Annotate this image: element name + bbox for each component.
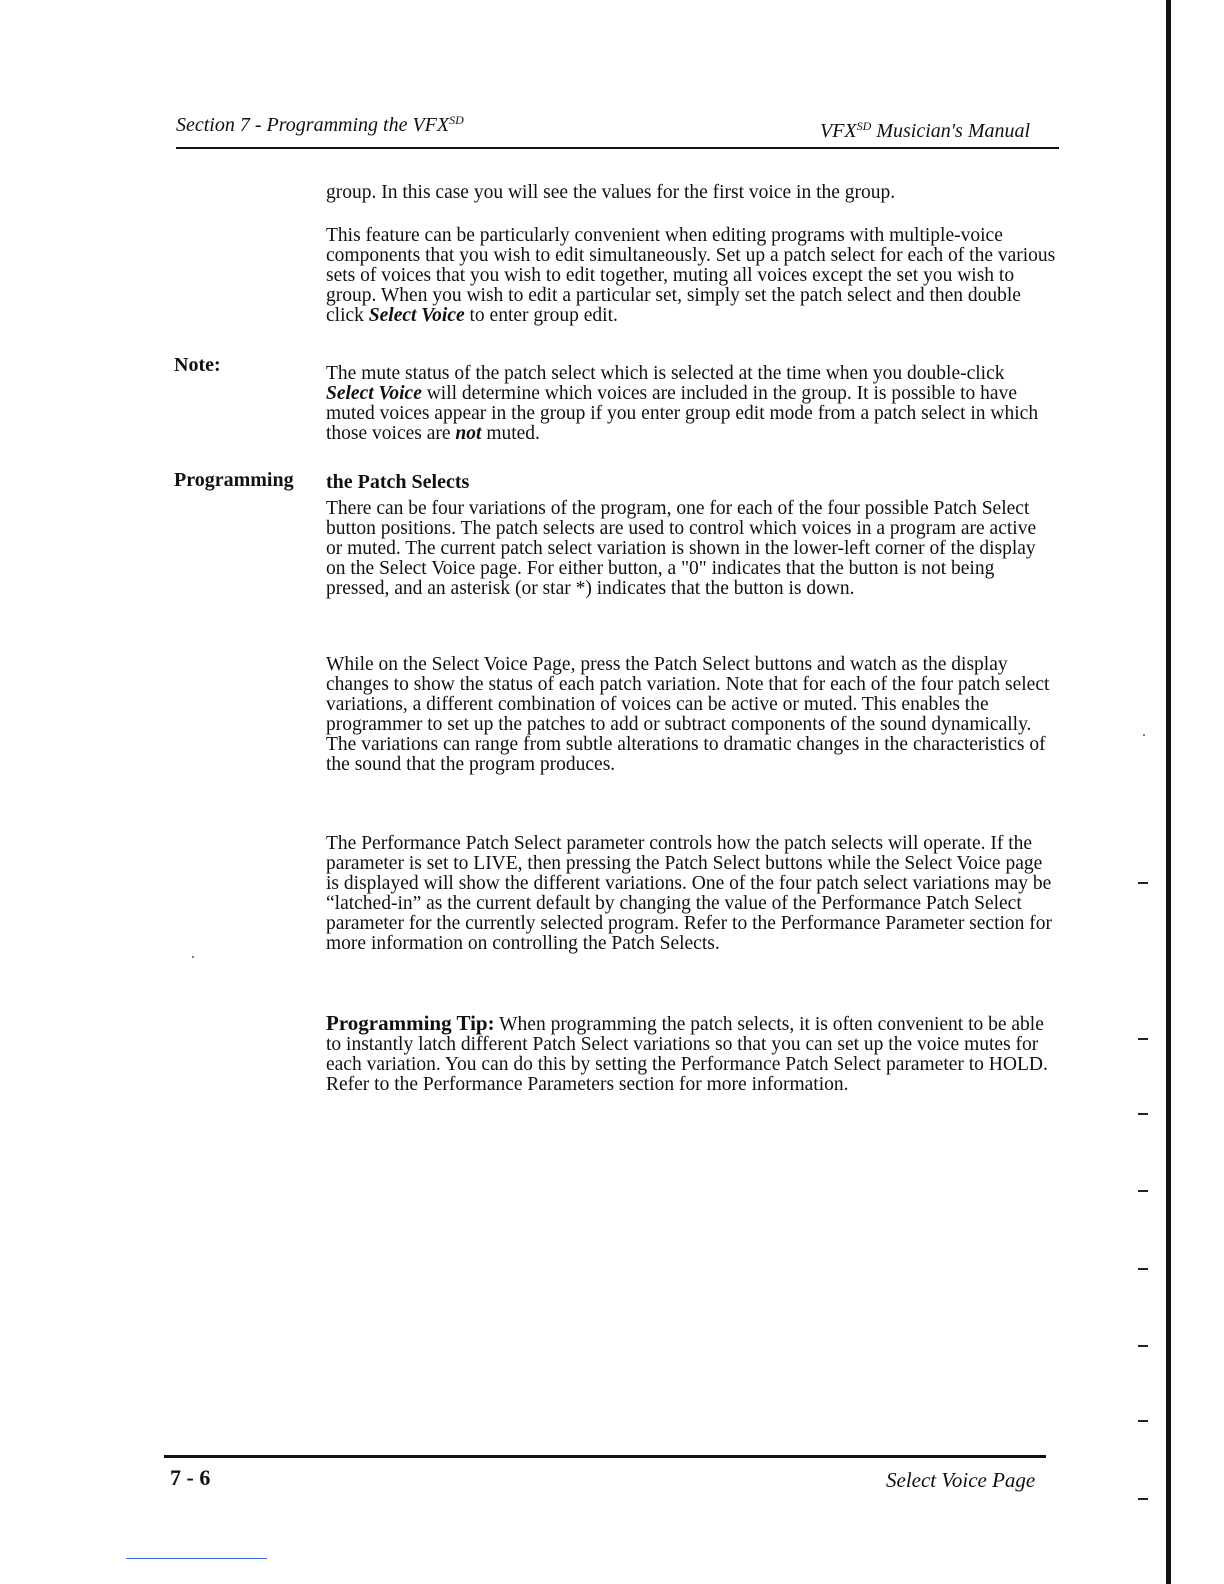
margin-tick — [1138, 882, 1148, 884]
margin-tick — [1138, 1038, 1148, 1040]
margin-tick — [1138, 1498, 1148, 1500]
section-label-programming: Programming — [174, 469, 294, 491]
paragraph-programming-tip: Programming Tip: When programming the patch selects, it is often convenient to be able to instantly latch different Patch Select variations so that you can set up the voice mutes for each variation. You can do this by setting the Performance Patch Select parameter to HOLD. Refer to the Performance Parameters section for more information. — [326, 1011, 1048, 1095]
paragraph-select-voice-page: While on the Select Voice Page, press the Patch Select buttons and watch as the display changes to show the status of each patch variation. Note that for each of the four patch select variations, a different combination of voices can be active or muted. This enables the programmer to set up the patches to add or subtract components of the sound dynamically. The variations can range from subtle alterations to dramatic changes in the characteristics of the sound that the program produces. — [326, 654, 1050, 775]
paragraph-four-variations: There can be four variations of the program, one for each of the four possible Patch Select button positions. The patch selects are used to control which voices in a program are active or muted. The current patch select variation is shown in the lower-left corner of the display on the Select Voice page. For either button, a "0" indicates that the button is not being pressed, and an asterisk (or star *) indicates that the button is down. — [326, 498, 1037, 599]
paragraph-note-mute-status: The mute status of the patch select which is selected at the time when you double-click Select Voice will determine which voices are included in the group. It is possible to have muted voices appear in the group if you enter group edit mode from a patch select in which those voices are not muted. — [326, 363, 1039, 444]
paragraph-group-values: group. In this case you will see the values for the first voice in the group. — [326, 182, 896, 203]
margin-tick — [1138, 1420, 1148, 1422]
scan-blue-line — [126, 1558, 267, 1559]
section-title-patch-selects: the Patch Selects — [326, 471, 470, 493]
scan-speck — [1143, 734, 1145, 736]
margin-tick — [1138, 1345, 1148, 1347]
margin-tick — [1138, 1113, 1148, 1115]
footer-rule — [164, 1455, 1046, 1458]
paragraph-performance-patch-select: The Performance Patch Select parameter controls how the patch selects will operate. If the parameter is set to LIVE, then pressing the Patch Select buttons while the Select Voice page is displayed will show the different variations. One of the four patch select variations may be “latched-in” as the current default by changing the value of the Performance Patch Select parameter for the currently selected program. Refer to the Performance Parameter section for more information on controlling the Patch Selects. — [326, 833, 1053, 954]
header-rule — [176, 147, 1059, 149]
header-manual-title: $VFX^{SD}$ Musician's Manual — [820, 119, 1031, 142]
scan-page-edge — [1166, 0, 1171, 1584]
note-label: Note: — [174, 354, 221, 376]
header-section-title: Section 7 - Programming the $VFX^{SD}$ — [176, 113, 464, 136]
scan-speck — [192, 956, 194, 958]
margin-tick — [1138, 1190, 1148, 1192]
paragraph-feature-convenient: This feature can be particularly convenient when editing programs with multiple-voice components that you wish to edit simultaneously. Set up a patch select for each of the various sets of voices that you wish to edit together, muting all voices except the set you wish to group. When you wish to edit a particular set, simply set the patch select and then double click Select Voice to enter group edit. — [326, 225, 1056, 326]
programming-tip-label: Programming Tip: — [326, 1011, 495, 1035]
footer-page-title: Select Voice Page — [886, 1468, 1036, 1492]
margin-tick — [1138, 1268, 1148, 1270]
footer-page-number: 7 - 6 — [170, 1465, 211, 1490]
